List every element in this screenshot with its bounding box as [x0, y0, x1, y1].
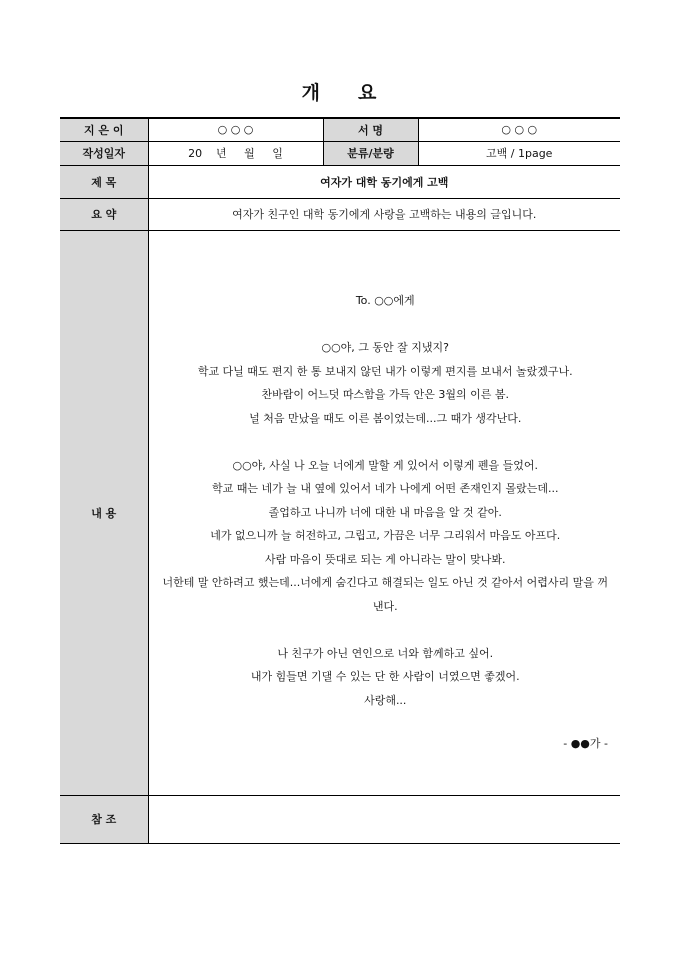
- date-label: 작성일자: [60, 141, 148, 165]
- summary-value: 여자가 친구인 대학 동기에게 사랑을 고백하는 내용의 글입니다.: [148, 198, 620, 230]
- letter-line: 너한테 말 안하려고 했는데...너에게 숨긴다고 해결되는 일도 아닌 것 같아서 어렵사리 말을 꺼낸다.: [162, 576, 609, 613]
- letter-line: ○○야, 그 동안 잘 지냈지?: [321, 341, 450, 355]
- subject-label: 제 목: [60, 165, 148, 198]
- letter-line: 학교 때는 네가 늘 내 옆에 있어서 네가 나에게 어떤 존재인지 몰랐는데...: [212, 482, 559, 496]
- letter-line: 찬바람이 어느덧 따스함을 가득 안은 3월의 이른 봄.: [261, 388, 509, 402]
- reference-label: 참 조: [60, 795, 148, 843]
- letter-line: 사람 마음이 뜻대로 되는 게 아니라는 말이 맞나봐.: [265, 552, 506, 566]
- letter-line: 사랑해...: [364, 693, 407, 707]
- letter-line: ○○야, 사실 나 오늘 너에게 말할 게 있어서 이렇게 펜을 들었어.: [232, 458, 539, 472]
- reference-row: [60, 795, 620, 843]
- author-label: 지 은 이: [60, 118, 148, 141]
- letter-line: 졸업하고 나니까 너에 대한 내 마음을 알 것 같아.: [268, 505, 502, 519]
- book-title-value: ○ ○ ○: [418, 118, 620, 141]
- letter-body: [149, 269, 621, 756]
- reference-value: [148, 795, 620, 843]
- letter-line: 널 처음 만났을 때도 이른 봄이었는데...그 때가 생각난다.: [249, 411, 522, 425]
- overview-table: [60, 117, 620, 844]
- date-row: [60, 141, 620, 165]
- page-title-first: 개: [301, 82, 322, 104]
- book-title-label: 서 명: [323, 118, 418, 141]
- page-title: [0, 78, 680, 105]
- summary-label: 요 약: [60, 198, 148, 230]
- content-label: 내 용: [60, 230, 148, 795]
- author-row: [60, 118, 620, 141]
- letter-line: 내가 힘들면 기댈 수 있는 단 한 사람이 너였으면 좋겠어.: [250, 670, 520, 684]
- letter-line: 네가 없으니까 늘 허전하고, 그립고, 가끔은 너무 그리워서 마음도 아프다.: [210, 529, 561, 543]
- date-value: 20 년 월 일: [148, 141, 323, 165]
- subject-value: 여자가 대학 동기에게 고백: [148, 165, 620, 198]
- letter-greeting: To. ○○에게: [355, 294, 415, 308]
- author-value: ○ ○ ○: [148, 118, 323, 141]
- category-value: 고백 / 1page: [418, 141, 620, 165]
- letter-cell: [148, 230, 620, 795]
- category-label: 분류/분량: [323, 141, 418, 165]
- content-row: [60, 230, 620, 795]
- summary-row: [60, 198, 620, 230]
- letter-line: 나 친구가 아닌 연인으로 너와 함께하고 싶어.: [277, 646, 494, 660]
- letter-line: 학교 다닐 때도 편지 한 통 보내지 않던 내가 이렇게 편지를 보내서 놀랐겠구나.: [197, 364, 573, 378]
- letter-signature: - ●●가 -: [563, 737, 608, 751]
- page-title-second: 요: [358, 82, 379, 104]
- subject-row: [60, 165, 620, 198]
